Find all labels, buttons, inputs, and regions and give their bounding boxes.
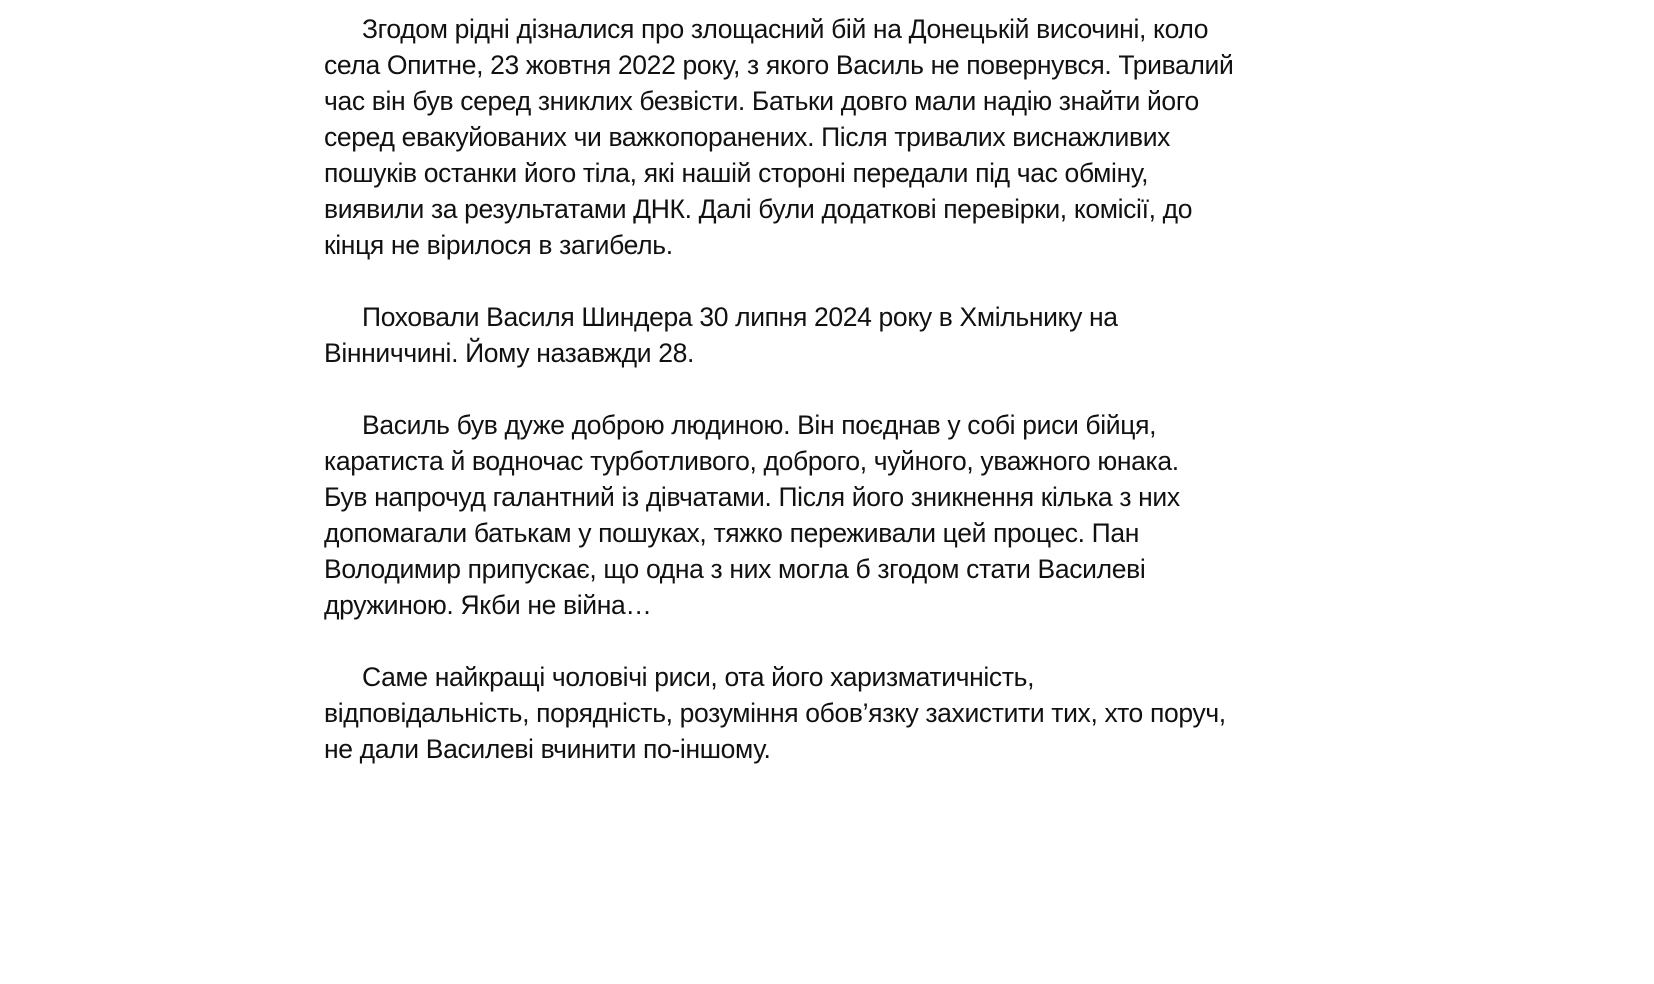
document-body xyxy=(324,11,1344,767)
text-line: виявили за результатами ДНК. Далі були додаткові перевірки, комісії, до xyxy=(324,194,1193,224)
paragraph-search-and-identification xyxy=(324,11,1344,263)
text-line: Вінниччині. Йому назавжди 28. xyxy=(324,338,694,368)
text-line: Василь був дуже доброю людиною. Він поєднав у собі риси бійця, xyxy=(362,410,1157,440)
text-line: пошуків останки його тіла, які нашій стороні передали під час обміну, xyxy=(324,158,1149,188)
text-line: допомагали батькам у пошуках, тяжко переживали цей процес. Пан xyxy=(324,518,1140,548)
paragraph-character xyxy=(324,407,1344,623)
text-line: кінця не вірилося в загибель. xyxy=(324,230,673,260)
text-line: не дали Василеві вчинити по-іншому. xyxy=(324,734,771,764)
paragraph-conclusion xyxy=(324,659,1344,767)
text-line: Поховали Василя Шиндера 30 липня 2024 року в Хмільнику на xyxy=(362,302,1118,332)
text-line: Був напрочуд галантний із дівчатами. Після його зникнення кілька з них xyxy=(324,482,1180,512)
text-line: каратиста й водночас турботливого, доброго, чуйного, уважного юнака. xyxy=(324,446,1179,476)
text-line: відповідальність, порядність, розуміння обов’язку захистити тих, хто поруч, xyxy=(324,698,1226,728)
text-line: села Опитне, 23 жовтня 2022 року, з якого Василь не повернувся. Тривалий xyxy=(324,50,1234,80)
text-line: Згодом рідні дізналися про злощасний бій на Донецькій височині, коло xyxy=(362,14,1209,44)
text-line: дружиною. Якби не війна… xyxy=(324,590,652,620)
text-line: серед евакуйованих чи важкопоранених. Після тривалих виснажливих xyxy=(324,122,1171,152)
text-line: час він був серед зниклих безвісти. Батьки довго мали надію знайти його xyxy=(324,86,1199,116)
text-line: Володимир припускає, що одна з них могла б згодом стати Василеві xyxy=(324,554,1146,584)
paragraph-burial xyxy=(324,299,1344,371)
text-line: Саме найкращі чоловічі риси, ота його харизматичність, xyxy=(362,662,1035,692)
